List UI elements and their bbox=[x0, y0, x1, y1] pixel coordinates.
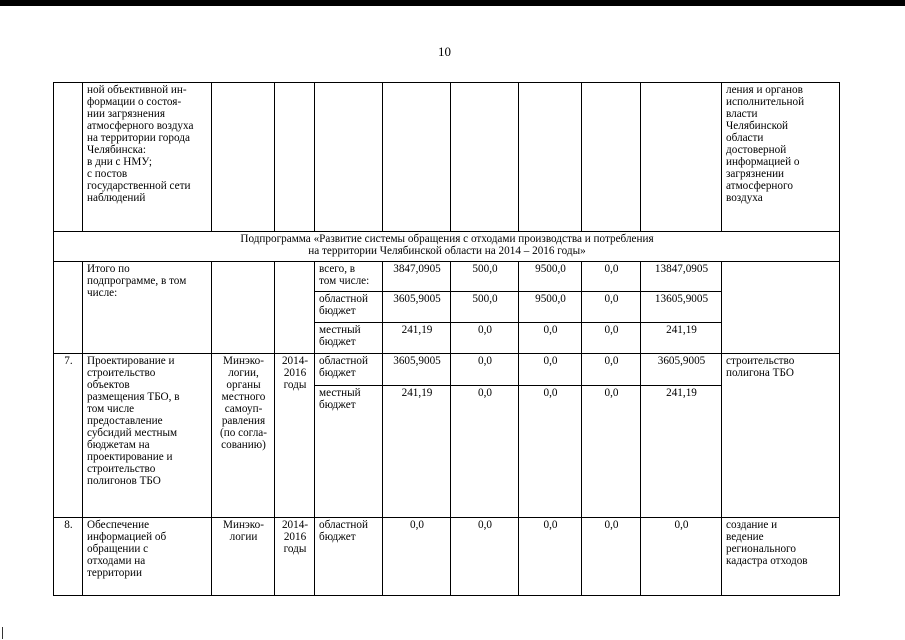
cell-sum: 0,0 bbox=[641, 518, 722, 596]
cell-source: областной бюджет bbox=[315, 292, 383, 323]
cell-total: 3847,0905 bbox=[383, 262, 451, 292]
cell-sum: 13605,9005 bbox=[641, 292, 722, 323]
cell-2014: 0,0 bbox=[451, 518, 519, 596]
subprogram-heading: Подпрограмма «Развитие системы обращения с отходами производства и потребления на территории Челябинской области на 2014 – 2016 годы» bbox=[54, 232, 840, 262]
cell-sum: 241,19 bbox=[641, 386, 722, 518]
cell-2014: 0,0 bbox=[451, 323, 519, 354]
subtotal-label: Итого по подпрограмме, в том числе: bbox=[83, 262, 212, 354]
cell-2016: 0,0 bbox=[582, 354, 641, 386]
cell-sum: 13847,0905 bbox=[641, 262, 722, 292]
top-border bbox=[0, 0, 905, 6]
cell-no bbox=[54, 83, 83, 232]
cell-2015: 0,0 bbox=[519, 354, 582, 386]
cell-activity: ной объективной ин- формации о состоя- нии загрязнения атмосферного воздуха на территории города Челябинска: в дни с НМУ; с постов государственной сети наблюдений bbox=[83, 83, 212, 232]
cell-total: 3605,9005 bbox=[383, 292, 451, 323]
cell-no bbox=[54, 262, 83, 354]
cell-total: 0,0 bbox=[383, 518, 451, 596]
cell-2016: 0,0 bbox=[582, 262, 641, 292]
cell-sum bbox=[641, 83, 722, 232]
cell-no: 7. bbox=[54, 354, 83, 518]
cell-sum: 3605,9005 bbox=[641, 354, 722, 386]
table-row bbox=[54, 354, 840, 386]
scan-edge-mark bbox=[2, 627, 3, 639]
cell-2015: 0,0 bbox=[519, 518, 582, 596]
program-table bbox=[53, 82, 840, 596]
cell-total: 3605,9005 bbox=[383, 354, 451, 386]
cell-source bbox=[315, 83, 383, 232]
cell-activity: Проектирование и строительство объектов размещения ТБО, в том числе предоставление субсидий местным бюджетам на проектирование и строительство полигонов ТБО bbox=[83, 354, 212, 518]
cell-source: областной бюджет bbox=[315, 354, 383, 386]
cell-period bbox=[275, 262, 315, 354]
cell-executor bbox=[212, 83, 275, 232]
cell-source: областной бюджет bbox=[315, 518, 383, 596]
cell-2014 bbox=[451, 83, 519, 232]
cell-sum: 241,19 bbox=[641, 323, 722, 354]
page-number: 10 bbox=[438, 44, 451, 59]
cell-2014: 500,0 bbox=[451, 292, 519, 323]
cell-activity: Обеспечение информацией об обращении с отходами на территории bbox=[83, 518, 212, 596]
cell-total: 241,19 bbox=[383, 386, 451, 518]
cell-period bbox=[275, 83, 315, 232]
cell-2014: 0,0 bbox=[451, 354, 519, 386]
cell-result: строительство полигона ТБО bbox=[722, 354, 840, 518]
cell-2016: 0,0 bbox=[582, 323, 641, 354]
cell-result: создание и ведение регионального кадастра отходов bbox=[722, 518, 840, 596]
cell-source: всего, в том числе: bbox=[315, 262, 383, 292]
cell-period: 2014- 2016 годы bbox=[275, 518, 315, 596]
cell-2016 bbox=[582, 83, 641, 232]
cell-2015: 0,0 bbox=[519, 386, 582, 518]
cell-2016: 0,0 bbox=[582, 292, 641, 323]
cell-no: 8. bbox=[54, 518, 83, 596]
cell-total bbox=[383, 83, 451, 232]
cell-2015: 9500,0 bbox=[519, 292, 582, 323]
table-row bbox=[54, 518, 840, 596]
cell-result: ления и органов исполнительной власти Челябинской области достоверной информацией о загрязнении атмосферного воздуха bbox=[722, 83, 840, 232]
cell-2015: 9500,0 bbox=[519, 262, 582, 292]
cell-executor: Минэко- логии bbox=[212, 518, 275, 596]
cell-source: местный бюджет bbox=[315, 323, 383, 354]
subtotal-row bbox=[54, 262, 840, 292]
cell-2016: 0,0 bbox=[582, 386, 641, 518]
cell-executor bbox=[212, 262, 275, 354]
cell-executor: Минэко- логии, органы местного самоуп- равления (по согла- сованию) bbox=[212, 354, 275, 518]
cell-2016: 0,0 bbox=[582, 518, 641, 596]
cell-2014: 500,0 bbox=[451, 262, 519, 292]
cell-total: 241,19 bbox=[383, 323, 451, 354]
cell-2015 bbox=[519, 83, 582, 232]
subprogram-heading-row bbox=[54, 232, 840, 262]
cell-source: местный бюджет bbox=[315, 386, 383, 518]
cell-2015: 0,0 bbox=[519, 323, 582, 354]
continuation-row bbox=[54, 83, 840, 232]
cell-result bbox=[722, 262, 840, 354]
cell-period: 2014- 2016 годы bbox=[275, 354, 315, 518]
cell-2014: 0,0 bbox=[451, 386, 519, 518]
